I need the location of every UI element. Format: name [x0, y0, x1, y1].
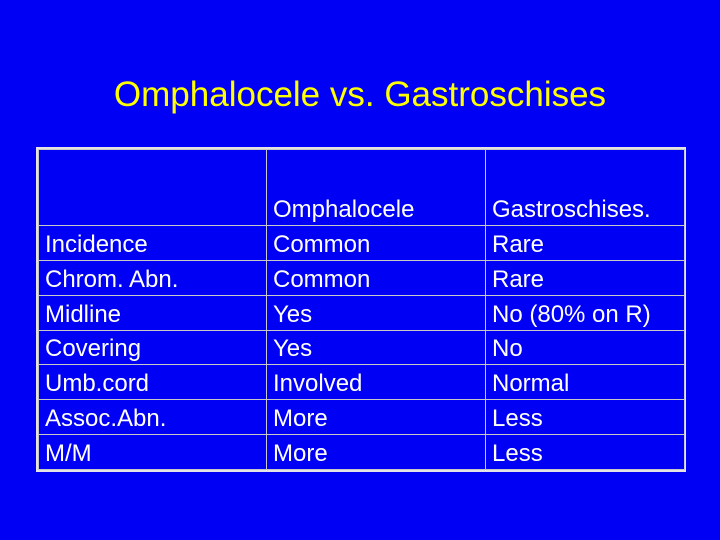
header-cell: [39, 150, 267, 226]
row-label: Midline: [39, 295, 267, 330]
row-label: Covering: [39, 330, 267, 365]
gastroschises-cell: Less: [486, 400, 685, 435]
row-label: Assoc.Abn.: [39, 400, 267, 435]
omphalocele-cell: Common: [267, 260, 486, 295]
table-row: [39, 226, 685, 261]
gastroschises-cell: Rare: [486, 226, 685, 261]
omphalocele-cell: Yes: [267, 295, 486, 330]
table-row: [39, 330, 685, 365]
gastroschises-cell: No: [486, 330, 685, 365]
omphalocele-cell: More: [267, 435, 486, 470]
table-row: [39, 435, 685, 470]
table-row: [39, 400, 685, 435]
comparison-table: [38, 149, 685, 470]
table-row: [39, 260, 685, 295]
row-label: M/M: [39, 435, 267, 470]
table-header-row: [39, 150, 685, 226]
comparison-table-frame: [36, 147, 686, 472]
gastroschises-cell: Rare: [486, 260, 685, 295]
row-label: Incidence: [39, 226, 267, 261]
row-label: Umb.cord: [39, 365, 267, 400]
row-label: Chrom. Abn.: [39, 260, 267, 295]
omphalocele-cell: Yes: [267, 330, 486, 365]
header-cell-gastroschises: Gastroschises.: [486, 150, 685, 226]
table-row: [39, 295, 685, 330]
slide-title: Omphalocele vs. Gastroschises: [113, 75, 607, 114]
table-row: [39, 365, 685, 400]
header-cell-omphalocele: Omphalocele: [267, 150, 486, 226]
gastroschises-cell: No (80% on R): [486, 295, 685, 330]
omphalocele-cell: Involved: [267, 365, 486, 400]
gastroschises-cell: Less: [486, 435, 685, 470]
omphalocele-cell: More: [267, 400, 486, 435]
gastroschises-cell: Normal: [486, 365, 685, 400]
omphalocele-cell: Common: [267, 226, 486, 261]
